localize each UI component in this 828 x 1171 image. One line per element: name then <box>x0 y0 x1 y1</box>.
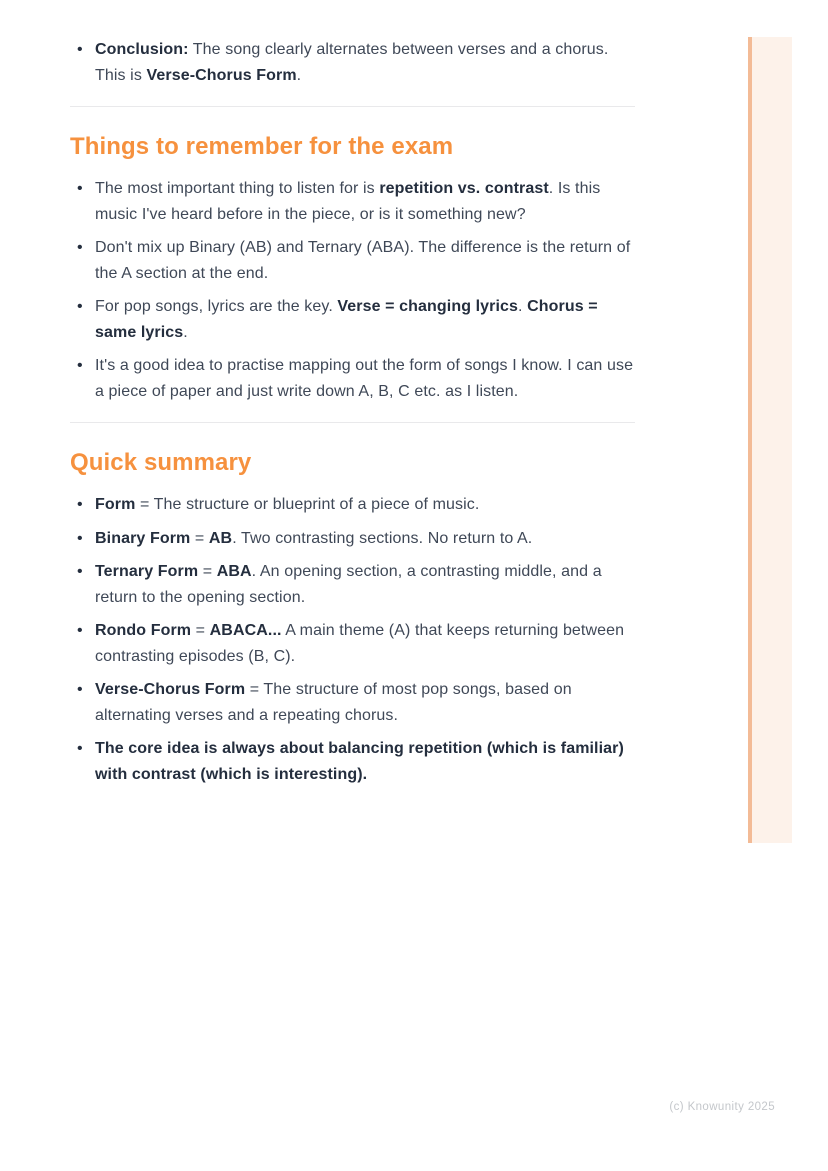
section-divider <box>70 106 635 107</box>
text-segment: = <box>198 563 217 580</box>
text-segment: ABA <box>216 563 252 580</box>
text-segment: = The structure or blueprint of a piece of music. <box>135 496 480 513</box>
text-segment: The core idea is always about balancing repetition (which is familiar) with contrast (which is interesting). <box>95 740 624 783</box>
text-segment: ABACA... <box>209 622 282 639</box>
copyright-footer: (c) Knowunity 2025 <box>669 1101 775 1113</box>
exam-tips-list <box>70 176 635 404</box>
list-item <box>70 353 635 404</box>
text-segment: Ternary Form <box>95 563 199 580</box>
text-segment: A main theme (A) that keeps returning between contrasting episodes (B, C). <box>95 622 625 665</box>
text-segment: The song clearly alternates between verses and a chorus. This is <box>95 41 609 84</box>
section-divider <box>70 422 635 423</box>
text-segment: repetition vs. contrast <box>379 180 549 197</box>
text-segment: . Two contrasting sections. No return to A. <box>232 529 533 547</box>
text-segment: Verse = changing lyrics <box>337 298 519 315</box>
text-segment: . <box>296 66 302 84</box>
text-segment: It's a good idea to practise mapping out the form of songs I know. I can use a piece of paper and just write down A, B, C etc. as I listen. <box>95 357 634 400</box>
list-item <box>70 559 635 610</box>
text-segment: Chorus = same lyrics <box>95 298 598 341</box>
text-segment: Verse-Chorus Form <box>146 66 297 84</box>
list-item <box>70 492 635 518</box>
page-content <box>70 37 635 795</box>
list-item <box>70 294 635 345</box>
text-segment: For pop songs, lyrics are the key. <box>95 298 338 315</box>
text-segment: Binary Form <box>95 529 191 547</box>
section-title-summary: Quick summary <box>70 449 252 476</box>
text-segment: Rondo Form <box>95 622 192 639</box>
text-segment: Conclusion: <box>95 41 189 58</box>
text-segment: Verse-Chorus Form <box>95 681 246 698</box>
list-item <box>70 526 635 552</box>
text-segment: Form <box>95 496 136 513</box>
text-segment: AB <box>208 529 233 547</box>
list-item <box>70 677 635 728</box>
list-item <box>70 176 635 227</box>
text-segment: = <box>190 529 209 547</box>
text-segment: . <box>183 323 188 341</box>
list-item <box>70 235 635 286</box>
text-segment: Don't mix up Binary (AB) and Ternary (ABA). The difference is the return of the A section at the end. <box>95 239 631 282</box>
text-segment: The most important thing to listen for is <box>95 180 380 197</box>
list-item <box>70 37 635 88</box>
list-item <box>70 618 635 669</box>
text-segment: . <box>518 298 528 315</box>
quick-summary-list <box>70 492 635 787</box>
text-segment: . Is this music I've heard before in the piece, or is it something new? <box>95 180 601 223</box>
conclusion-list <box>70 37 635 88</box>
text-segment: . An opening section, a contrasting middle, and a return to the opening section. <box>95 563 602 606</box>
section-title-exam: Things to remember for the exam <box>70 133 454 160</box>
list-item <box>70 736 635 787</box>
text-segment: = The structure of most pop songs, based on alternating verses and a repeating chorus. <box>95 681 572 724</box>
page-edge-accent-bar <box>748 37 792 843</box>
text-segment: = <box>191 622 210 639</box>
